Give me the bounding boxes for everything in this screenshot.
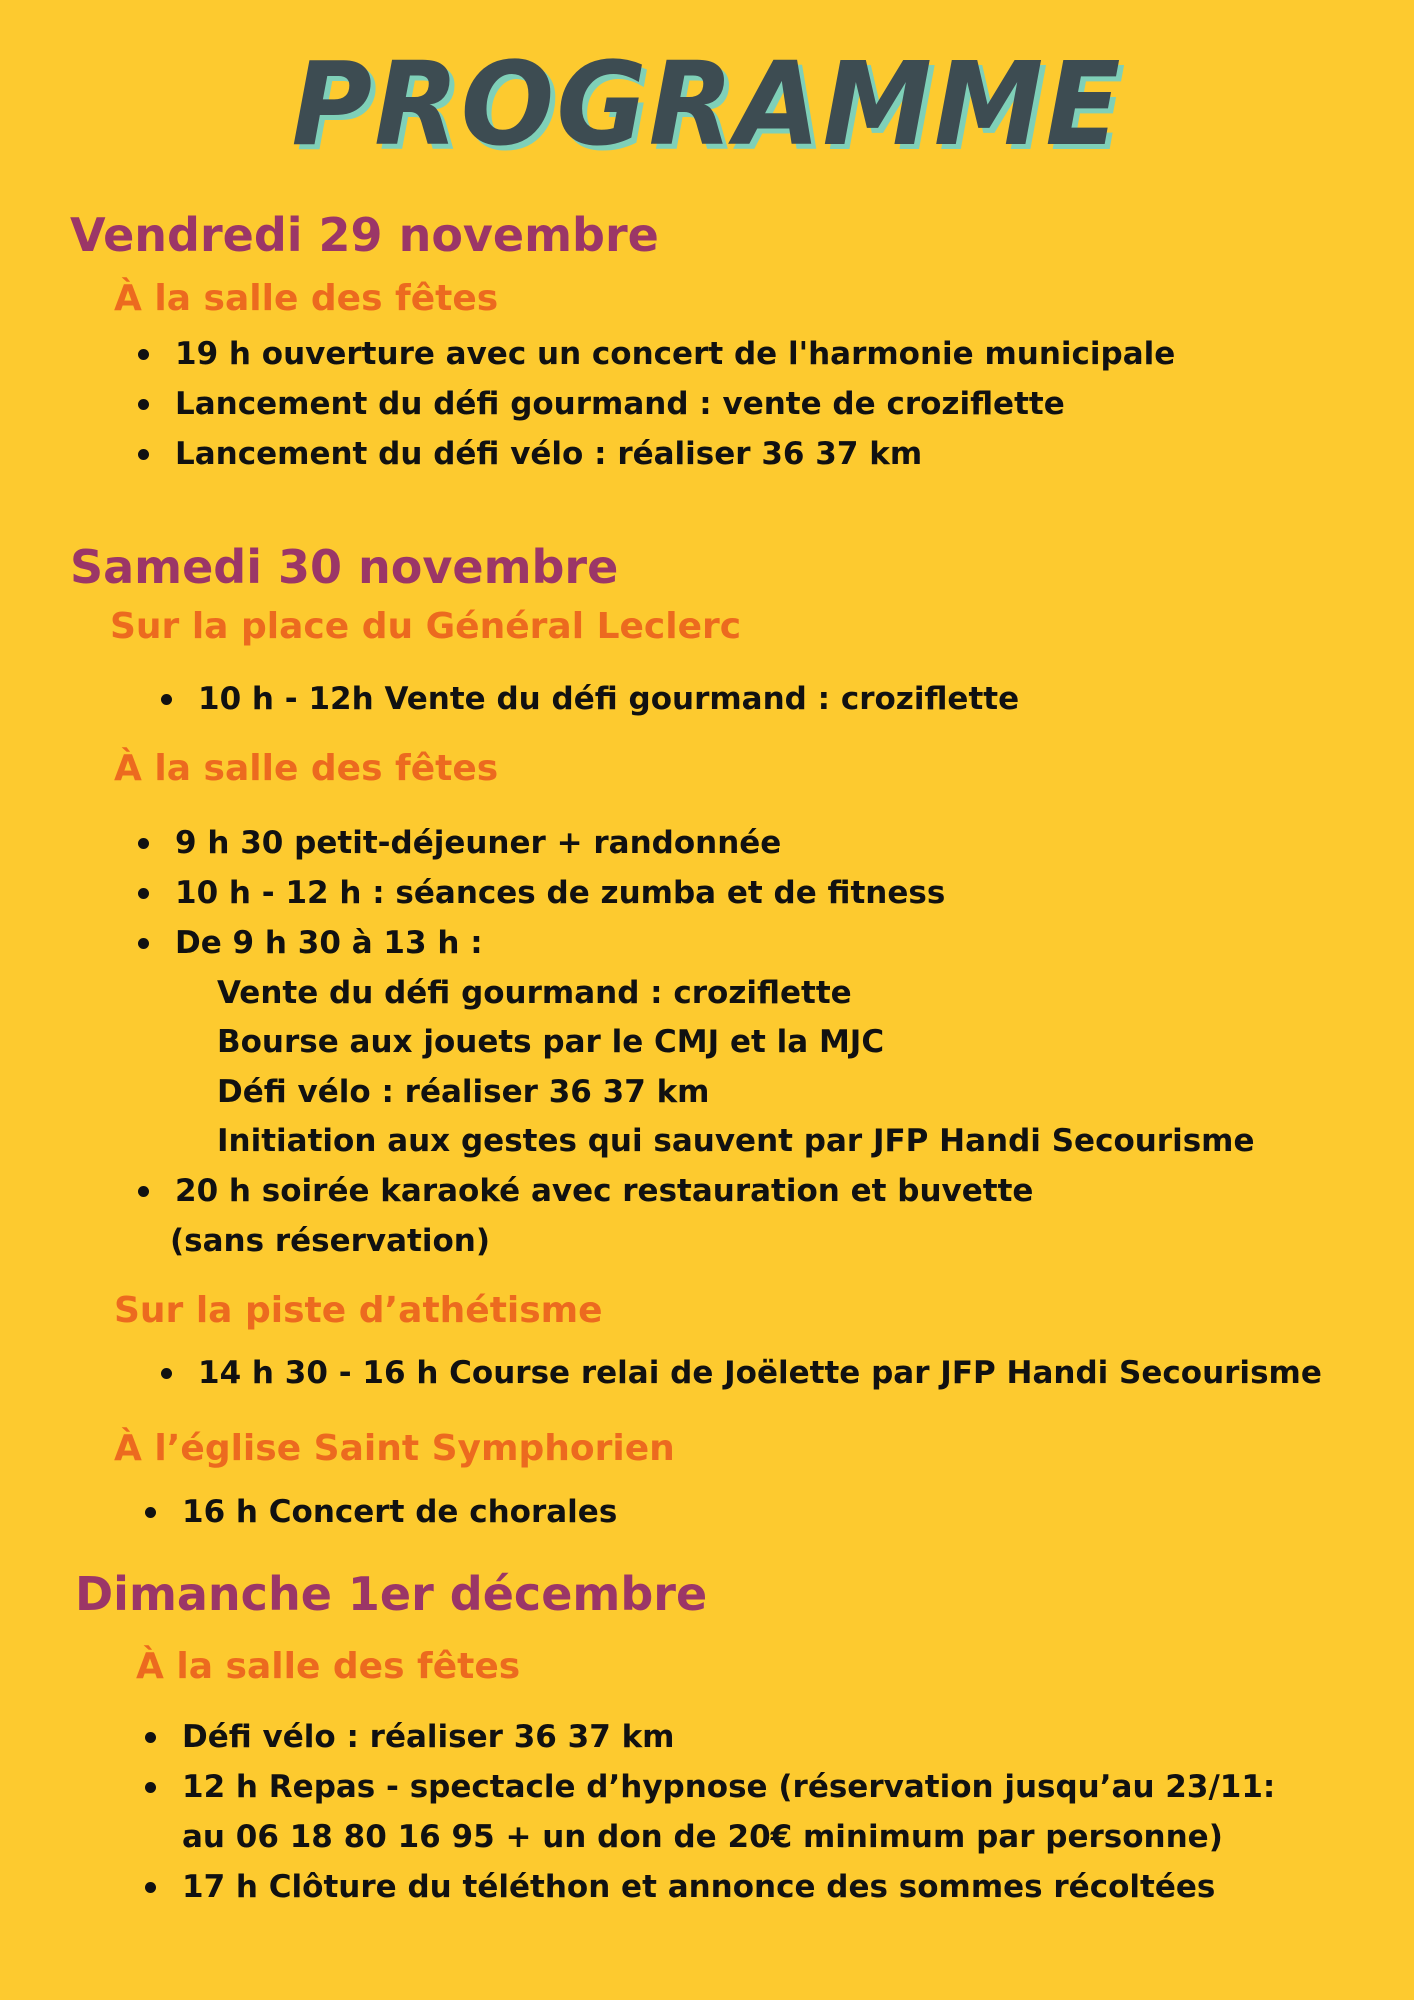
list-item: 19 h ouverture avec un concert de l'harmonie municipale (175, 336, 1176, 372)
bullet-icon (138, 1186, 149, 1197)
day-heading-sunday: Dimanche 1er décembre (75, 1567, 708, 1621)
venue-eglise-saint-symphorien: À l’église Saint Symphorien (114, 1428, 675, 1469)
venue-place-general-leclerc: Sur la place du Général Leclerc (110, 606, 742, 647)
sub-item: Bourse aux jouets par le CMJ et la MJC (217, 1024, 885, 1060)
list-item: 10 h - 12h Vente du défi gourmand : croziflette (198, 681, 1020, 717)
page-title: PROGRAMME (291, 36, 1123, 172)
list-item-continuation: au 06 18 80 16 95 + un don de 20€ minimum par personne) (182, 1819, 1223, 1855)
day-heading-saturday: Samedi 30 novembre (70, 540, 619, 594)
bullet-icon (145, 1782, 156, 1793)
venue-salle-des-fetes-friday: À la salle des fêtes (114, 278, 499, 319)
bullet-icon (145, 1882, 156, 1893)
sub-item: Vente du défi gourmand : croziflette (217, 975, 852, 1011)
bullet-icon (138, 399, 149, 410)
list-item: De 9 h 30 à 13 h : (175, 925, 483, 961)
bullet-icon (138, 938, 149, 949)
bullet-icon (138, 888, 149, 899)
bullet-icon (145, 1507, 156, 1518)
bullet-icon (138, 449, 149, 460)
list-item: Lancement du défi gourmand : vente de croziflette (175, 386, 1065, 422)
bullet-icon (161, 694, 172, 705)
list-item: 17 h Clôture du téléthon et annonce des sommes récoltées (182, 1869, 1216, 1905)
venue-salle-des-fetes-saturday: À la salle des fêtes (114, 748, 499, 789)
day-heading-friday: Vendredi 29 novembre (70, 208, 659, 262)
sub-item: Initiation aux gestes qui sauvent par JFP Handi Secourisme (217, 1123, 1255, 1159)
bullet-icon (138, 349, 149, 360)
bullet-icon (161, 1368, 172, 1379)
list-item: Lancement du défi vélo : réaliser 36 37 km (175, 436, 923, 472)
bullet-icon (138, 838, 149, 849)
list-item: 9 h 30 petit-déjeuner + randonnée (175, 825, 782, 861)
list-item-note: (sans réservation) (170, 1223, 491, 1259)
list-item: 16 h Concert de chorales (182, 1494, 618, 1530)
list-item: 14 h 30 - 16 h Course relai de Joëlette par JFP Handi Secourisme (198, 1355, 1322, 1391)
list-item: 12 h Repas - spectacle d’hypnose (réservation jusqu’au 23/11: (182, 1769, 1276, 1805)
list-item: Défi vélo : réaliser 36 37 km (182, 1719, 675, 1755)
venue-piste-athletisme: Sur la piste d’athétisme (114, 1290, 603, 1331)
sub-item: Défi vélo : réaliser 36 37 km (217, 1074, 710, 1110)
list-item: 20 h soirée karaoké avec restauration et buvette (175, 1173, 1034, 1209)
bullet-icon (145, 1732, 156, 1743)
venue-salle-des-fetes-sunday: À la salle des fêtes (136, 1646, 521, 1687)
list-item: 10 h - 12 h : séances de zumba et de fitness (175, 875, 946, 911)
